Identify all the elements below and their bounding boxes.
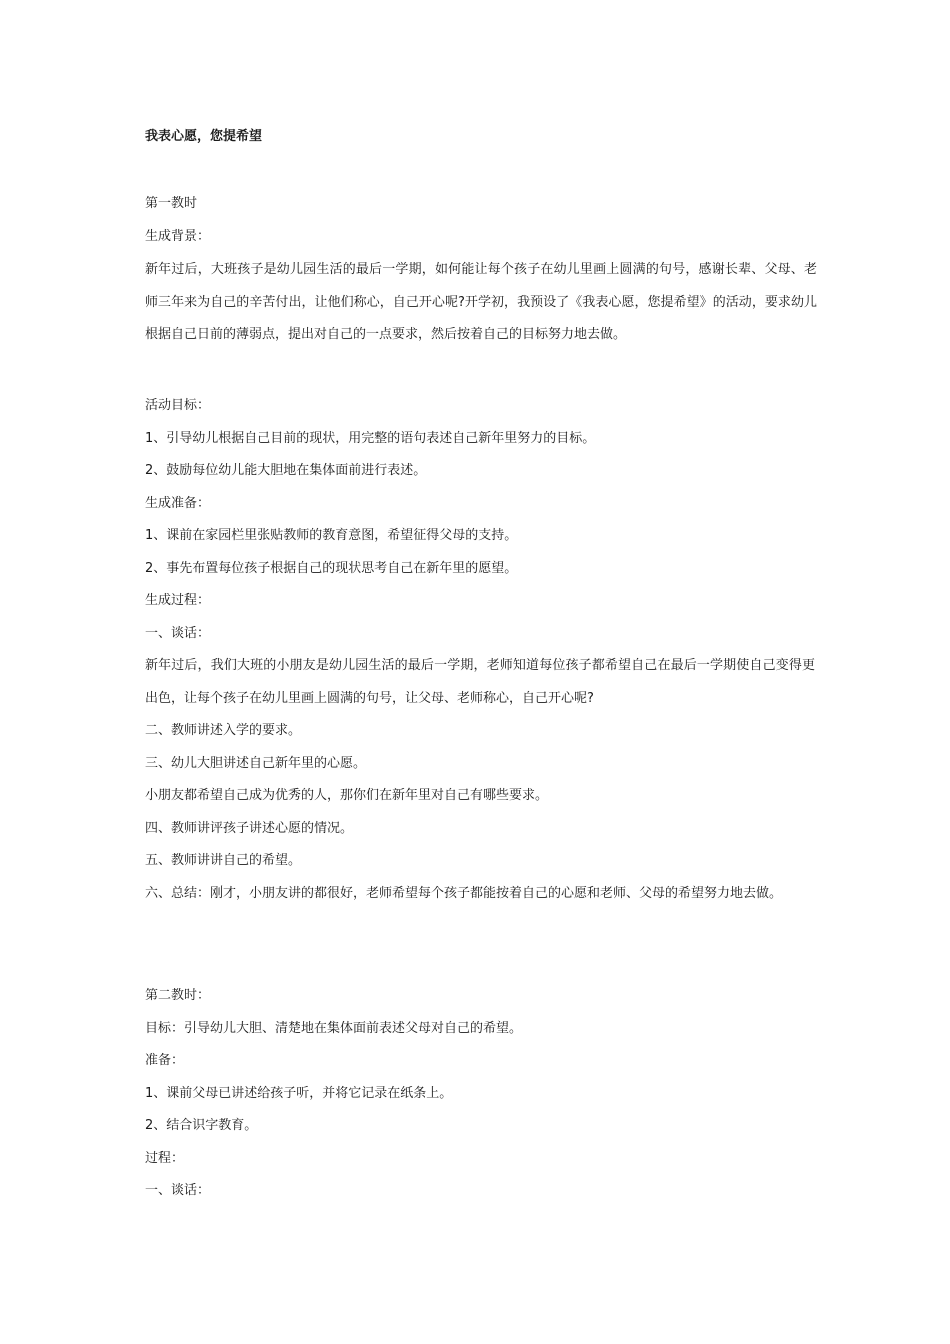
section-one-heading-block xyxy=(145,194,815,259)
process-step-summary: 六、总结：刚才，小朋友讲的都很好，老师希望每个孩子都能按着自己的心愿和老师、父母的希望努力地去做。 xyxy=(145,886,783,901)
process-step: 一、谈话： xyxy=(145,1183,211,1198)
prep-item: 1、课前在家园栏里张贴教师的教育意图，希望征得父母的支持。 xyxy=(145,528,518,543)
process-step: 五、教师讲讲自己的希望。 xyxy=(145,853,302,868)
prep-label: 生成准备： xyxy=(145,495,211,511)
prep-label: 准备： xyxy=(145,1053,185,1068)
prep-item: 2、结合识字教育。 xyxy=(145,1118,258,1133)
background-paragraph-block xyxy=(145,254,815,352)
process-step: 三、幼儿大胆讲述自己新年里的心愿。 xyxy=(145,755,367,771)
background-label: 生成背景： xyxy=(145,228,211,244)
process-step-text: 新年过后，我们大班的小朋友是幼儿园生活的最后一学期，老师知道每位孩子都希望自己在最后一学期使自己变得更出色，让每个孩子在幼儿里画上圆满的句号，让父母、老师称心，自己开心呢? xyxy=(145,658,815,706)
process-step: 四、教师讲评孩子讲述心愿的情况。 xyxy=(145,820,354,836)
section-heading: 第二教时： xyxy=(145,988,211,1003)
process-steps xyxy=(145,721,815,884)
talk-paragraph-block xyxy=(145,650,815,715)
document-title: 我表心愿，您提希望 xyxy=(145,129,263,144)
goal-text: 目标：引导幼儿大胆、清楚地在集体面前表述父母对自己的希望。 xyxy=(145,1020,523,1036)
section-two xyxy=(145,986,815,1214)
process-step: 二、教师讲述入学的要求。 xyxy=(145,723,302,738)
prep-item: 2、事先布置每位孩子根据自己的现状思考自己在新年里的愿望。 xyxy=(145,560,518,576)
process-step: 一、谈话： xyxy=(145,625,211,641)
process-label: 过程： xyxy=(145,1150,185,1166)
process-label: 生成过程： xyxy=(145,593,211,608)
prep-item: 1、课前父母已讲述给孩子听，并将它记录在纸条上。 xyxy=(145,1085,453,1101)
section-heading: 第一教时 xyxy=(145,196,198,211)
summary-paragraph-block xyxy=(145,878,815,911)
goal-label: 活动目标： xyxy=(145,398,211,413)
background-paragraph: 新年过后，大班孩子是幼儿园生活的最后一学期，如何能让每个孩子在幼儿里画上圆满的句号，感谢长辈、父母、老师三年来为自己的辛苦付出，让他们称心，自己开心呢?开学初，我预设了《我表心愿，您提希望》的活动，要求幼儿根据自己日前的薄弱点，提出对自己的一点要求，然后按着自己的目标努力地去做。 xyxy=(145,262,817,342)
goal-item: 2、鼓励每位幼儿能大胆地在集体面前进行表述。 xyxy=(145,463,427,478)
process-step-text: 小朋友都希望自己成为优秀的人，那你们在新年里对自己有哪些要求。 xyxy=(145,788,549,803)
goal-item: 1、引导幼儿根据自己目前的现状，用完整的语句表述自己新年里努力的目标。 xyxy=(145,430,596,446)
section-one-body xyxy=(145,396,815,656)
